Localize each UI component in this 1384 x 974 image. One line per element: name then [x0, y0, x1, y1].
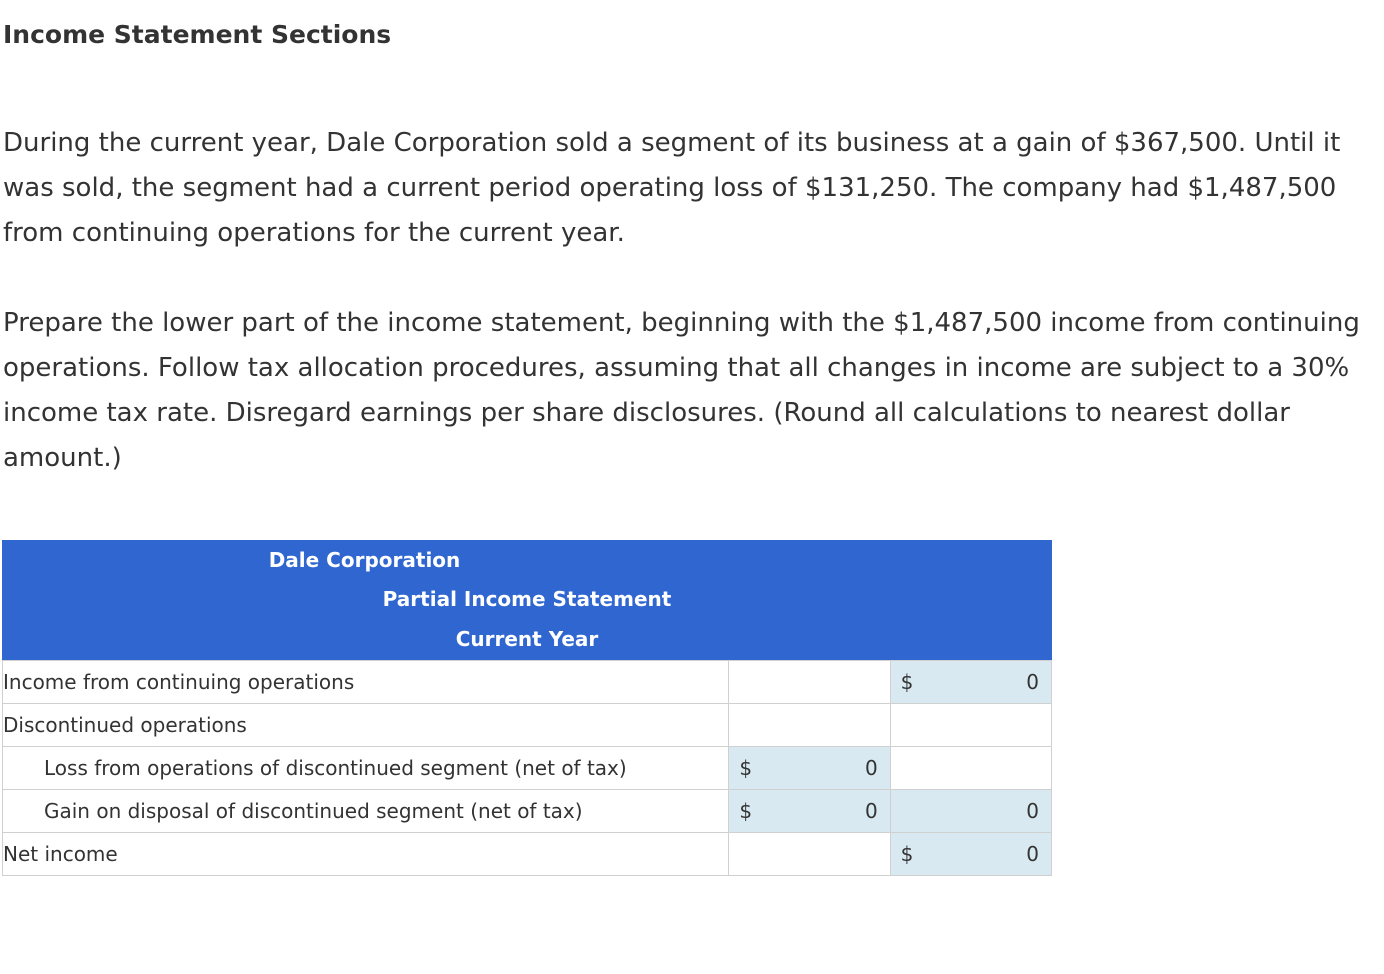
page-title: Income Statement Sections — [3, 20, 392, 49]
amount-value: 0 — [1026, 842, 1039, 866]
table-row — [3, 790, 1052, 833]
statement-header — [2, 540, 1052, 660]
amount-cell-empty — [729, 661, 890, 704]
statement-name: Partial Income Statement — [382, 587, 672, 611]
dollar-sign: $ — [900, 842, 914, 866]
row-label: Gain on disposal of discontinued segment (net of tax) — [3, 790, 729, 833]
table-row — [3, 747, 1052, 790]
amount-cell-empty — [890, 704, 1051, 747]
amount-cell-empty — [890, 747, 1051, 790]
amount-cell-empty — [729, 704, 890, 747]
problem-instructions: Prepare the lower part of the income statement, beginning with the $1,487,500 income from continuing operations. Follow tax allocation procedures, assuming that all changes in income are subject to a 30% income tax rate. Disregard earnings per share disclosures. (Round all calculations to nearest dollar amount.) — [3, 308, 1360, 473]
dollar-sign: $ — [739, 799, 753, 823]
amount-value: 0 — [864, 799, 878, 823]
table-row — [3, 661, 1052, 704]
gain-disposal-input[interactable] — [729, 790, 890, 833]
row-label: Income from continuing operations — [3, 661, 729, 704]
row-label: Discontinued operations — [3, 704, 729, 747]
amount-value: 0 — [1026, 799, 1039, 823]
problem-description: During the current year, Dale Corporation sold a segment of its business at a gain of $367,500. Until it was sold, the segment had a current period operating loss of $131,250. The company had $1,487,500 from continuing operations for the current year. — [3, 128, 1341, 248]
dollar-sign: $ — [739, 756, 753, 780]
statement-rows — [2, 660, 1052, 876]
table-row — [3, 833, 1052, 876]
table-row — [3, 704, 1052, 747]
dollar-sign: $ — [900, 670, 914, 694]
amount-value: 0 — [1026, 670, 1039, 694]
row-label: Loss from operations of discontinued segment (net of tax) — [3, 747, 729, 790]
amount-cell-empty — [729, 833, 890, 876]
row-label: Net income — [3, 833, 729, 876]
net-income-input[interactable] — [890, 833, 1051, 876]
statement-period: Current Year — [455, 627, 599, 651]
income-continuing-input[interactable] — [890, 661, 1051, 704]
income-statement-table — [2, 540, 1052, 876]
statement-company: Dale Corporation — [268, 548, 461, 572]
discontinued-total-input[interactable] — [890, 790, 1051, 833]
loss-operations-input[interactable] — [729, 747, 890, 790]
amount-value: 0 — [864, 756, 878, 780]
